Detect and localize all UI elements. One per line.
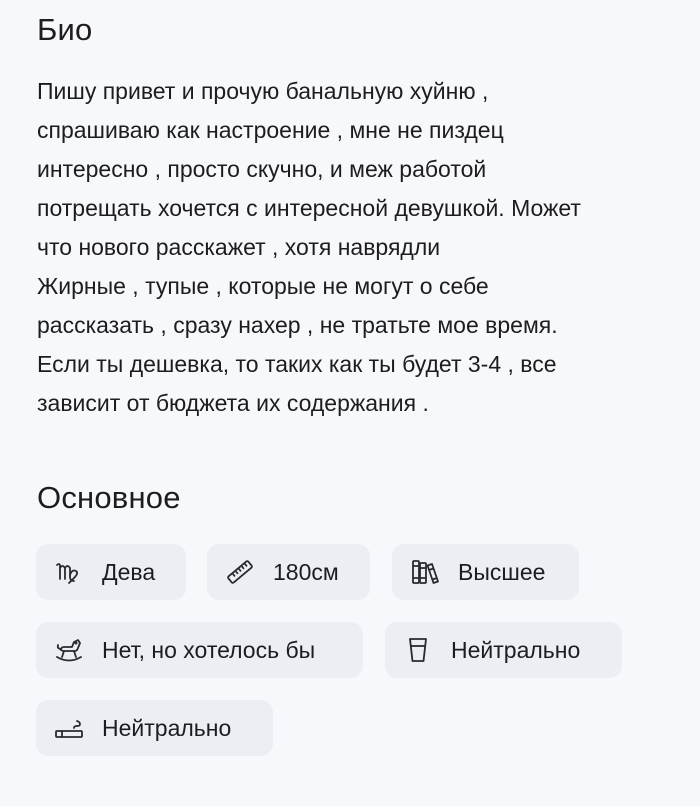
kids-label: Нет, но хотелось бы (102, 636, 316, 663)
height-chip (207, 544, 370, 600)
virgo-icon (54, 557, 84, 587)
kids-chip (36, 622, 363, 678)
books-icon (410, 557, 440, 587)
bio-line: что нового расскажет , хотя наврядли (37, 234, 441, 260)
bio-line: потрещать хочется с интересной девушкой. Может (37, 195, 581, 221)
ruler-icon (225, 557, 255, 587)
bio-title: Био (37, 12, 93, 47)
bio-line: спрашиваю как настроение , мне не пиздец (37, 117, 504, 143)
alcohol-label: Нейтрально (451, 636, 581, 663)
bio-line: Пишу привет и прочую банальную хуйню , (37, 78, 489, 104)
smoking-chip (36, 700, 273, 756)
bio-line: рассказать , сразу нахер , не тратьте мое время. (37, 312, 558, 338)
height-label: 180см (273, 558, 339, 585)
zodiac-chip (36, 544, 186, 600)
education-label: Высшее (458, 558, 546, 585)
basics-title: Основное (37, 480, 181, 515)
rocking-horse-icon (54, 635, 84, 665)
bio-text (37, 72, 677, 423)
bio-line: зависит от бюджета их содержания . (37, 390, 429, 416)
smoking-label: Нейтрально (102, 714, 232, 741)
alcohol-chip (385, 622, 622, 678)
cigarette-icon (54, 713, 84, 743)
bio-line: Жирные , тупые , которые не могут о себе (37, 273, 489, 299)
education-chip (392, 544, 579, 600)
bio-line: Если ты дешевка, то таких как ты будет 3-4 , все (37, 351, 557, 377)
zodiac-label: Дева (102, 558, 156, 585)
glass-icon (403, 635, 433, 665)
bio-line: интересно , просто скучно, и меж работой (37, 156, 487, 182)
